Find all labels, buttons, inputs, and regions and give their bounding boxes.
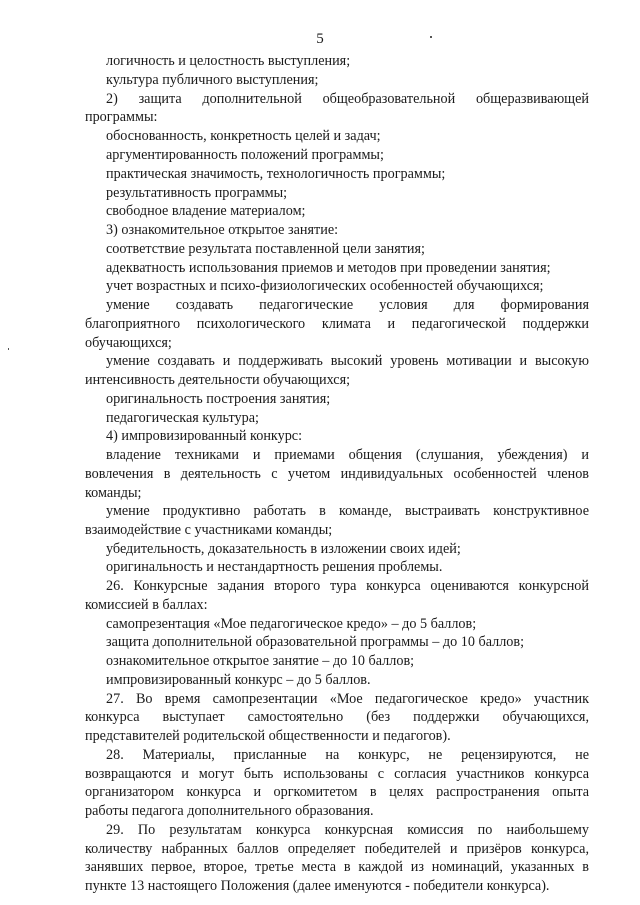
text-line: взаимодействие с участниками команды; — [85, 522, 333, 538]
text-line: пункте 13 настоящего Положения (далее именуются - победители конкурса). — [85, 878, 550, 894]
text-line: 29. По результатам конкурса конкурсная комиссия по наибольшему — [106, 822, 589, 838]
text-line: обоснованность, конкретность целей и задач; — [106, 128, 381, 144]
text-line: организатором конкурса и оргкомитетом в целях распространения опыта — [85, 784, 589, 800]
text-line: адекватность использования приемов и методов при проведении занятия; — [106, 260, 551, 276]
text-line: учет возрастных и психо-физиологических особенностей обучающихся; — [106, 278, 544, 294]
text-line: импровизированный конкурс – до 5 баллов. — [106, 672, 371, 688]
text-line: 2) защита дополнительной общеобразовательной общеразвивающей — [106, 91, 589, 107]
text-line: 26. Конкурсные задания второго тура конкурса оцениваются конкурсной — [106, 578, 589, 594]
text-line: оригинальность построения занятия; — [106, 391, 331, 407]
text-line: защита дополнительной образовательной программы – до 10 баллов; — [106, 634, 525, 650]
text-line: 3) ознакомительное открытое занятие: — [106, 222, 339, 238]
text-line: количеству набранных баллов определяет победителей и призёров конкурса, — [85, 841, 589, 857]
text-line: результативность программы; — [106, 185, 288, 201]
scan-speck — [8, 348, 9, 350]
text-line: умение создавать и поддерживать высокий уровень мотивации и высокую — [106, 353, 589, 369]
text-line: интенсивность деятельности обучающихся; — [85, 372, 351, 388]
text-line: команды; — [85, 485, 142, 501]
text-line: 28. Материалы, присланные на конкурс, не рецензируются, не — [106, 747, 589, 763]
text-line: занявших первое, второе, третье места в каждой из номинаций, указанных в — [85, 859, 589, 875]
scan-speck — [430, 36, 432, 38]
text-line: вовлечения в деятельность с учетом индивидуальных особенностей членов — [85, 466, 589, 482]
text-line: благоприятного психологического климата и педагогической поддержки — [85, 316, 589, 332]
text-line: 27. Во время самопрезентации «Мое педагогическое кредо» участник — [106, 691, 589, 707]
text-line: убедительность, доказательность в изложении своих идей; — [106, 541, 461, 557]
text-line: логичность и целостность выступления; — [106, 53, 351, 69]
text-line: конкурса выступает самостоятельно (без поддержки обучающихся, — [85, 709, 589, 725]
page-number: 5 — [316, 31, 324, 47]
text-line: практическая значимость, технологичность программы; — [106, 166, 446, 182]
text-line: работы педагога дополнительного образования. — [85, 803, 374, 819]
text-line: программы: — [85, 109, 158, 125]
text-line: аргументированность положений программы; — [106, 147, 384, 163]
text-line: соответствие результата поставленной цели занятия; — [106, 241, 425, 257]
text-line: умение создавать педагогические условия для формирования — [106, 297, 589, 313]
text-line: педагогическая культура; — [106, 410, 259, 426]
text-line: свободное владение материалом; — [106, 203, 306, 219]
text-line: владение техниками и приемами общения (слушания, убеждения) и — [106, 447, 589, 463]
text-line: ознакомительное открытое занятие – до 10 баллов; — [106, 653, 415, 669]
text-line: возвращаются и могут быть использованы с согласия участников конкурса — [85, 766, 589, 782]
text-line: самопрезентация «Мое педагогическое кредо» – до 5 баллов; — [106, 616, 477, 632]
text-line: представителей родительской общественности и педагогов). — [85, 728, 451, 744]
text-line: культура публичного выступления; — [106, 72, 319, 88]
text-line: комиссией в баллах: — [85, 597, 208, 613]
text-line: оригинальность и нестандартность решения проблемы. — [106, 559, 443, 575]
text-line: 4) импровизированный конкурс: — [106, 428, 303, 444]
text-line: умение продуктивно работать в команде, выстраивать конструктивное — [106, 503, 589, 519]
text-line: обучающихся; — [85, 335, 172, 351]
